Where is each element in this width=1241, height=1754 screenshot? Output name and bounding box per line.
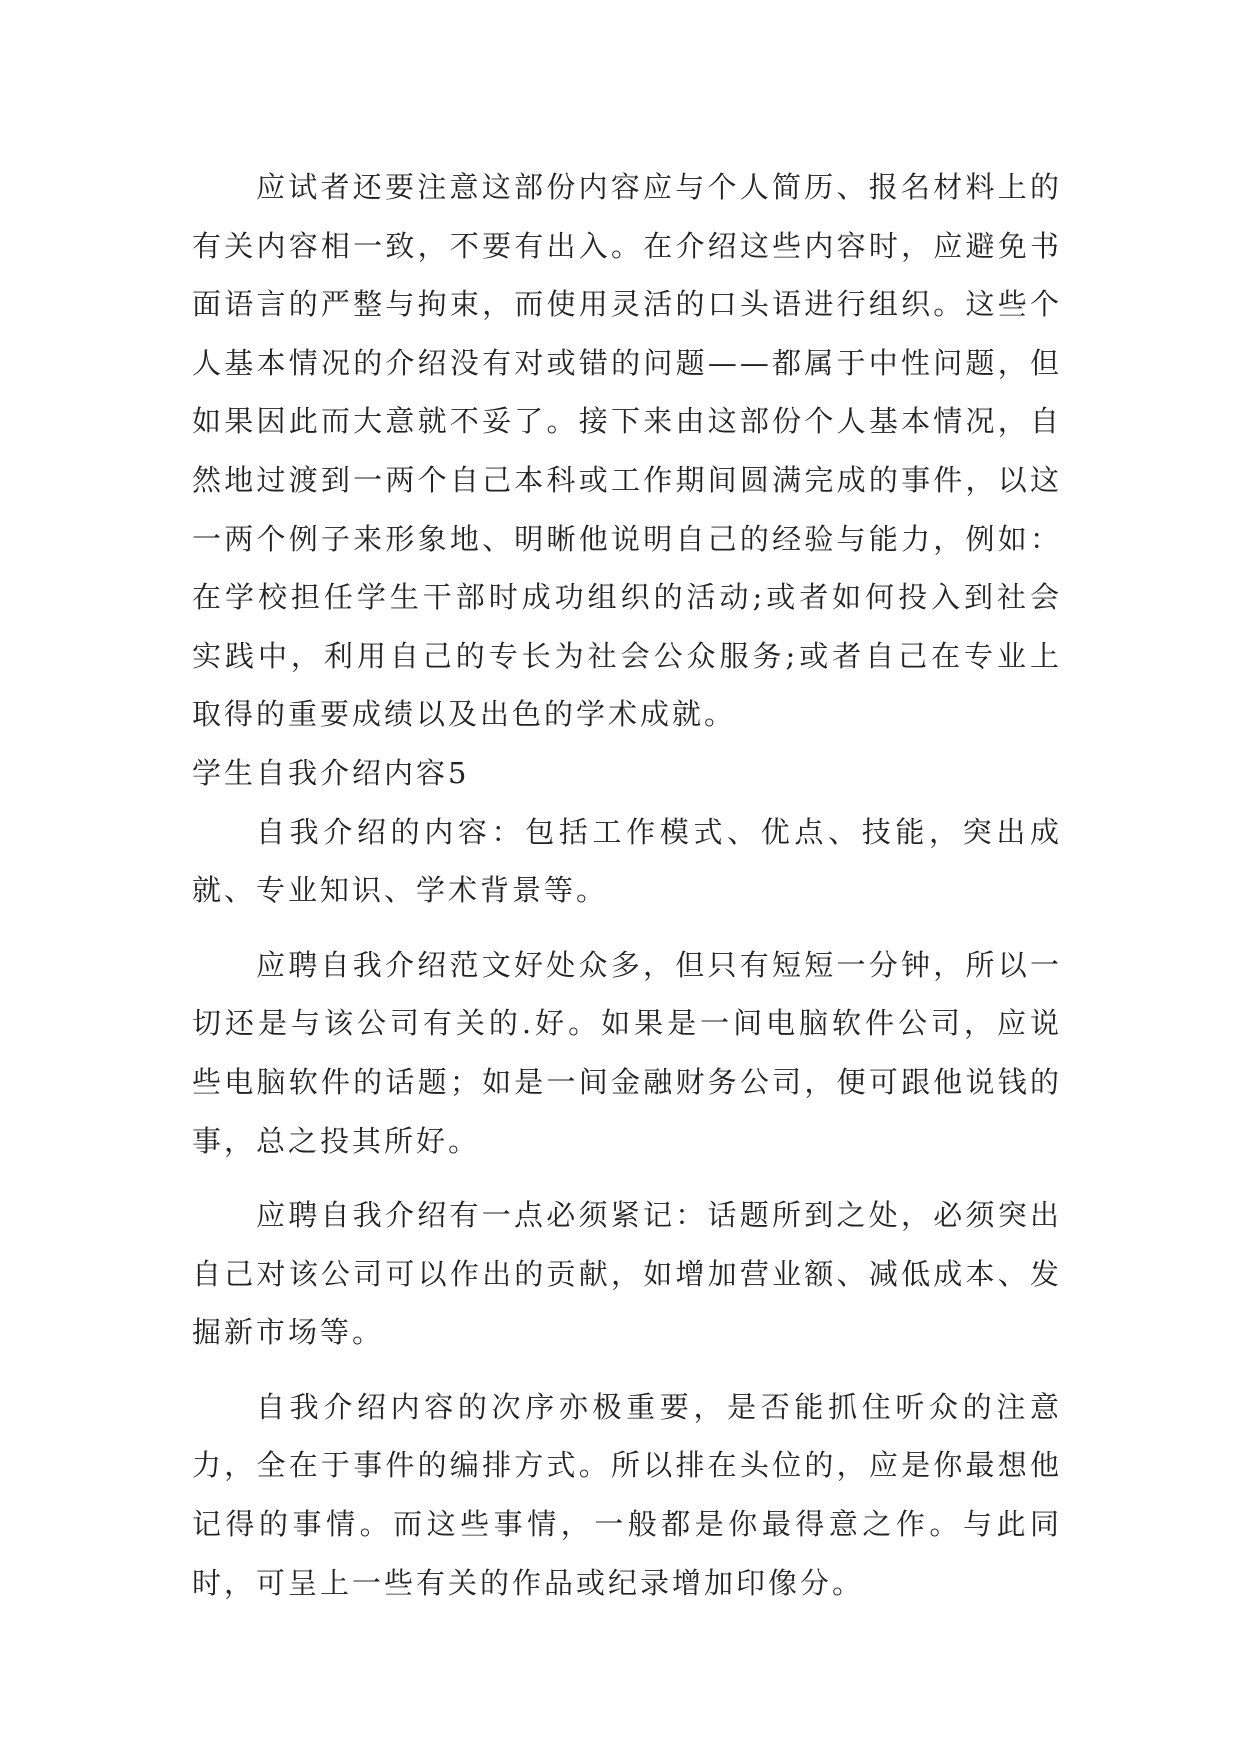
paragraph-ordering: 自我介绍内容的次序亦极重要，是否能抓住听众的注意力，全在于事件的编排方式。所以排在头位的，应是你最想他记得的事情。而这些事情，一般都是你最得意之作。与此同时，可呈上一些有关的作品或纪录增加印像分。 bbox=[192, 1389, 1062, 1600]
paragraph-intro-details: 应试者还要注意这部份内容应与个人简历、报名材料上的有关内容相一致，不要有出入。在介绍这些内容时，应避免书面语言的严整与拘束，而使用灵活的口头语进行组织。这些个人基本情况的介绍没有对或错的问题——都属于中性问题，但如果因此而大意就不妥了。接下来由这部份个人基本情况，自然地过渡到一两个自己本科或工作期间圆满完成的事件，以这一两个例子来形象地、明晰他说明自己的经验与能力，例如：在学校担任学生干部时成功组织的活动;或者如何投入到社会实践中，利用自己的专长为社会公众服务;或者自己在专业上取得的重要成绩以及出色的学术成就。 bbox=[192, 170, 1062, 732]
document-body bbox=[192, 158, 1062, 1612]
paragraph-contribution: 应聘自我介绍有一点必须紧记：话题所到之处，必须突出自己对该公司可以作出的贡献，如增加营业额、减低成本、发掘新市场等。 bbox=[192, 1198, 1062, 1350]
paragraph-content-scope: 自我介绍的内容：包括工作模式、优点、技能，突出成就、专业知识、学术背景等。 bbox=[192, 814, 1062, 908]
paragraph-company-relevance: 应聘自我介绍范文好处众多，但只有短短一分钟，所以一切还是与该公司有关的.好。如果是一间电脑软件公司，应说些电脑软件的话题；如是一间金融财务公司，便可跟他说钱的事，总之投其所好。 bbox=[192, 947, 1062, 1158]
section-heading: 学生自我介绍内容5 bbox=[192, 755, 470, 790]
